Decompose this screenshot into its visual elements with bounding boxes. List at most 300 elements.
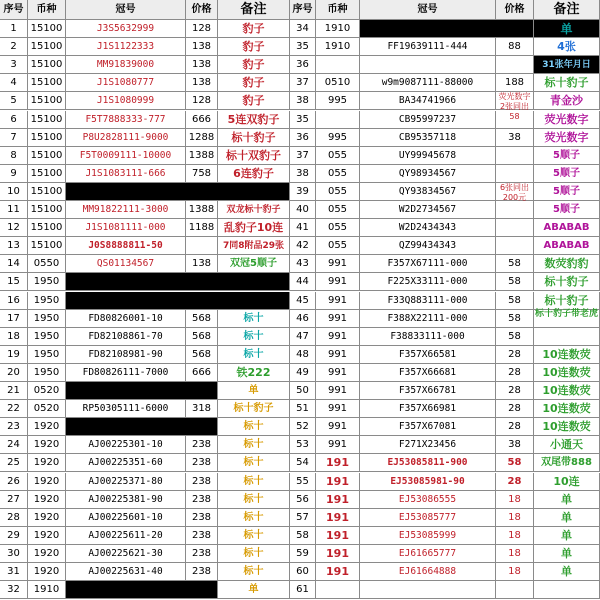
row-serial-right: w9m9087111-88000 [360,74,496,92]
row-price-right: 58 [496,328,534,346]
row-serial: J1S1083111-666 [66,165,186,183]
row-serial-right: F357X66781 [360,382,496,400]
row-note-right: 小通天 [534,436,600,454]
row-price: 238 [186,509,218,527]
row-price-right: 18 [496,509,534,527]
row-serial-right: QZ99434343 [360,237,496,255]
row-note-right: 单 [534,545,600,563]
row-currency-right: 191 [316,454,360,472]
row-price-right [496,165,534,183]
row-serial: FD80826111-7000 [66,364,186,382]
blackout-cell [66,418,218,436]
row-seq: 23 [0,418,28,436]
row-note-right: 10连数荧 [534,418,600,436]
row-seq: 1 [0,20,28,38]
row-note-right [534,328,600,346]
row-note: 双龙标十豹子 [218,201,290,219]
row-price-right: 28 [496,382,534,400]
row-note-right: 单 [534,527,600,545]
row-currency: 1950 [28,273,66,291]
header-currency: 币种 [28,0,66,20]
row-seq-right: 54 [290,454,316,472]
row-seq-right: 52 [290,418,316,436]
row-price-right [496,237,534,255]
row-price: 1388 [186,147,218,165]
row-seq-right: 53 [290,436,316,454]
header-seq: 序号 [0,0,28,20]
row-seq: 24 [0,436,28,454]
row-note-right: ABABAB [534,237,600,255]
row-price-right: 88 [496,38,534,56]
row-price: 138 [186,38,218,56]
row-serial-right: EJ53085999 [360,527,496,545]
row-seq: 11 [0,201,28,219]
row-seq: 17 [0,310,28,328]
row-price: 238 [186,527,218,545]
row-seq-right: 43 [290,255,316,273]
row-seq-right: 56 [290,491,316,509]
header-serial-right: 冠号 [360,0,496,20]
row-note-right: 5顺子 [534,165,600,183]
row-seq-right: 47 [290,328,316,346]
row-price: 138 [186,56,218,74]
row-serial-right: BA34741966 [360,92,496,110]
row-seq: 26 [0,473,28,491]
row-note: 豹子 [218,56,290,74]
row-seq-right: 38 [290,165,316,183]
row-note: 豹子 [218,74,290,92]
row-currency: 1920 [28,563,66,581]
row-seq: 3 [0,56,28,74]
row-price: 1388 [186,201,218,219]
row-serial-right: W2D2434343 [360,219,496,237]
row-note: 标十豹子 [218,129,290,147]
row-note: 标十 [218,436,290,454]
row-price-right: 58 [496,454,534,472]
row-serial: J3S5632999 [66,20,186,38]
row-note: 豹子 [218,38,290,56]
row-serial-right: QY93834567 [360,183,496,201]
row-serial: RP50305111-6000 [66,400,186,418]
row-seq: 12 [0,219,28,237]
row-note: 单 [218,581,290,599]
row-seq-right: 55 [290,473,316,491]
row-currency-right: 991 [316,418,360,436]
row-currency-right: 191 [316,563,360,581]
row-seq: 28 [0,509,28,527]
row-price: 138 [186,255,218,273]
row-serial-right: F225X33111-000 [360,273,496,291]
row-price: 318 [186,400,218,418]
row-price: 238 [186,473,218,491]
row-serial-right: F33Q883111-000 [360,292,496,310]
row-seq-right: 36 [290,56,316,74]
row-note: 7同8附品29张 [218,237,290,255]
row-note-right: 5顺子 [534,183,600,201]
row-seq: 20 [0,364,28,382]
row-seq-right: 38 [290,92,316,110]
row-serial: J1S1122333 [66,38,186,56]
row-seq: 10 [0,183,28,201]
blackout-cell-right [360,20,534,38]
row-price-right [496,201,534,219]
row-currency-right: 991 [316,273,360,291]
row-note-right: 单 [534,491,600,509]
row-seq: 7 [0,129,28,147]
row-note: 标十 [218,491,290,509]
row-seq: 22 [0,400,28,418]
row-seq-right: 45 [290,292,316,310]
row-serial: AJ00225371-80 [66,473,186,491]
row-seq-right: 57 [290,509,316,527]
row-serial: P8U2828111-9000 [66,129,186,147]
row-currency-right: 055 [316,219,360,237]
row-note: 6连豹子 [218,165,290,183]
row-note: 标十 [218,328,290,346]
row-price: 238 [186,545,218,563]
row-note: 标十 [218,473,290,491]
row-price-right: 18 [496,527,534,545]
row-serial-right: EJ53085777 [360,509,496,527]
row-seq: 18 [0,328,28,346]
row-currency: 0550 [28,255,66,273]
row-serial: MM91822111-3000 [66,201,186,219]
row-seq-right: 37 [290,147,316,165]
row-currency: 15100 [28,74,66,92]
row-currency-right: 995 [316,92,360,110]
row-currency-right: 991 [316,292,360,310]
row-seq: 32 [0,581,28,599]
row-serial: AJ00225601-10 [66,509,186,527]
row-note-right: 标十豹子 [534,292,600,310]
row-price: 568 [186,328,218,346]
row-price-right: 28 [496,418,534,436]
row-serial-right: F38833111-000 [360,328,496,346]
row-serial: AJ00225301-10 [66,436,186,454]
row-currency: 1910 [28,581,66,599]
row-price-right: 28 [496,473,534,491]
row-price: 568 [186,346,218,364]
row-note-right: 5顺子 [534,201,600,219]
row-note-right [534,581,600,599]
row-serial: F5T0009111-10000 [66,147,186,165]
row-seq-right: 49 [290,364,316,382]
row-currency-right [316,111,360,129]
row-note-right: 青金沙 [534,92,600,110]
row-seq: 5 [0,92,28,110]
row-price-right: 58 [496,255,534,273]
row-note-right: 标十豹子 [534,74,600,92]
row-price-right: 38 [496,129,534,147]
row-currency: 1950 [28,328,66,346]
row-serial: AJ00225351-60 [66,454,186,472]
row-currency: 15100 [28,111,66,129]
row-seq: 2 [0,38,28,56]
row-serial-right: EJ53085981-90 [360,473,496,491]
row-currency-right: 991 [316,328,360,346]
row-seq-right: 35 [290,38,316,56]
row-note-right: 标十豹子带老虎 [534,310,600,328]
row-price: 1188 [186,219,218,237]
row-note-right: 10连数荧 [534,346,600,364]
row-seq-right: 61 [290,581,316,599]
row-price: 666 [186,364,218,382]
row-note-right: 10连数荧 [534,400,600,418]
row-price-right [496,56,534,74]
row-seq-right: 58 [290,527,316,545]
row-price: 666 [186,111,218,129]
row-currency: 15100 [28,183,66,201]
row-serial: FD82108861-70 [66,328,186,346]
row-serial-right: UY99945678 [360,147,496,165]
row-note: 铁222 [218,364,290,382]
row-seq-right: 46 [290,310,316,328]
row-seq-right: 34 [290,20,316,38]
row-serial: QS01134567 [66,255,186,273]
row-currency: 15100 [28,219,66,237]
row-currency: 1920 [28,527,66,545]
row-currency-right: 0510 [316,74,360,92]
row-seq: 27 [0,491,28,509]
row-seq: 16 [0,292,28,310]
row-price: 1288 [186,129,218,147]
row-note-right: 5顺子 [534,147,600,165]
row-note-right: 数荧豹豹 [534,255,600,273]
row-price-right [496,219,534,237]
row-note-right: 荧光数字 [534,111,600,129]
row-currency-right: 1910 [316,38,360,56]
row-currency: 1920 [28,473,66,491]
row-currency-right: 991 [316,400,360,418]
row-serial-right: CB95997237 [360,111,496,129]
row-price: 758 [186,165,218,183]
row-price-right [496,581,534,599]
row-serial: FD82108981-90 [66,346,186,364]
row-serial: MM91839000 [66,56,186,74]
row-note: 豹子 [218,20,290,38]
row-serial-right: EJ61665777 [360,545,496,563]
row-price-right: 28 [496,400,534,418]
row-seq-right: 44 [290,273,316,291]
row-currency-right: 991 [316,436,360,454]
row-serial-right: CB95357118 [360,129,496,147]
row-seq: 9 [0,165,28,183]
row-seq: 31 [0,563,28,581]
row-seq: 30 [0,545,28,563]
row-note-right: ABABAB [534,219,600,237]
row-note: 标十双豹子 [218,147,290,165]
row-price: 238 [186,454,218,472]
row-seq: 15 [0,273,28,291]
row-note-right: 10连 [534,473,600,491]
row-currency-right: 055 [316,237,360,255]
row-serial: AJ00225631-40 [66,563,186,581]
row-note: 标十 [218,545,290,563]
row-currency-right: 991 [316,346,360,364]
row-note: 标十 [218,563,290,581]
row-currency: 15100 [28,38,66,56]
row-serial: AJ00225621-30 [66,545,186,563]
row-price-right [496,147,534,165]
row-price-right: 18 [496,545,534,563]
row-note: 标十 [218,310,290,328]
row-serial-right: EJ53086555 [360,491,496,509]
row-serial-right: F271X23456 [360,436,496,454]
row-note: 标十 [218,527,290,545]
row-note-right: 单 [534,563,600,581]
row-seq-right: 40 [290,201,316,219]
row-currency-right: 055 [316,165,360,183]
row-serial: F5T7888333-777 [66,111,186,129]
row-note-right: 单 [534,509,600,527]
row-price: 238 [186,563,218,581]
row-serial-right: F357X66581 [360,346,496,364]
row-serial: J1S1081111-000 [66,219,186,237]
row-serial-right: F357X67111-000 [360,255,496,273]
row-serial: FD80826001-10 [66,310,186,328]
row-currency: 1950 [28,364,66,382]
row-currency: 1920 [28,509,66,527]
row-currency-right: 055 [316,201,360,219]
row-seq: 13 [0,237,28,255]
row-seq: 19 [0,346,28,364]
row-currency: 15100 [28,237,66,255]
row-currency-right: 1910 [316,20,360,38]
header-price: 价格 [186,0,218,20]
row-currency: 1920 [28,436,66,454]
row-price-right: 28 [496,364,534,382]
row-serial-right: W2D2734567 [360,201,496,219]
row-currency-right: 191 [316,527,360,545]
row-price-right: 38 [496,436,534,454]
row-note-right: 荧光数字 [534,129,600,147]
row-price: 568 [186,310,218,328]
row-serial: AJ00225611-20 [66,527,186,545]
row-seq: 21 [0,382,28,400]
row-note-right: 双尾带888 [534,454,600,472]
header-serial: 冠号 [66,0,186,20]
blackout-cell [66,581,218,599]
row-note: 标十 [218,509,290,527]
row-price: 138 [186,74,218,92]
row-note: 双冠5顺子 [218,255,290,273]
row-currency-right: 055 [316,147,360,165]
row-seq-right: 37 [290,74,316,92]
row-currency-right: 991 [316,255,360,273]
row-note-right: 31张年月日 [534,56,600,74]
row-seq-right: 51 [290,400,316,418]
row-price-right: 18 [496,563,534,581]
row-currency-right [316,56,360,74]
row-seq-right: 36 [290,129,316,147]
row-price-right [496,111,534,129]
row-currency: 15100 [28,201,66,219]
row-currency: 15100 [28,56,66,74]
row-currency-right: 991 [316,382,360,400]
row-note: 乱豹子10连 [218,219,290,237]
row-seq-right: 60 [290,563,316,581]
header-note: 备注 [218,0,290,20]
row-currency: 0520 [28,400,66,418]
row-note-right: 10连数荧 [534,364,600,382]
row-seq-right: 39 [290,183,316,201]
header-note-right: 备注 [534,0,600,20]
row-seq: 6 [0,111,28,129]
row-currency: 1950 [28,292,66,310]
row-currency: 15100 [28,129,66,147]
row-serial: J0S8888811-50 [66,237,186,255]
row-seq: 14 [0,255,28,273]
row-serial-right: QY98934567 [360,165,496,183]
row-serial-right: FF19639111-444 [360,38,496,56]
row-price-right: 6张同出200元 [496,183,534,201]
row-seq: 8 [0,147,28,165]
row-currency-right: 191 [316,491,360,509]
row-currency-right: 995 [316,129,360,147]
row-price-right: 58 [496,310,534,328]
row-note: 5连双豹子 [218,111,290,129]
row-price: 128 [186,20,218,38]
row-serial-right: EJ61664888 [360,563,496,581]
row-seq-right: 48 [290,346,316,364]
blackout-cell [66,382,218,400]
row-price-right: 荧光数字2张同出58 [496,92,534,110]
row-price-right: 28 [496,346,534,364]
row-seq: 4 [0,74,28,92]
row-seq-right: 59 [290,545,316,563]
row-note: 标十豹子 [218,400,290,418]
row-currency: 15100 [28,147,66,165]
row-note: 标十 [218,418,290,436]
row-note: 单 [218,382,290,400]
row-serial-right: F357X66681 [360,364,496,382]
row-seq-right: 50 [290,382,316,400]
row-currency: 15100 [28,20,66,38]
row-serial: J1S1080777 [66,74,186,92]
row-currency: 1950 [28,346,66,364]
row-currency: 1920 [28,418,66,436]
row-serial-right: F388X22111-000 [360,310,496,328]
row-currency: 15100 [28,165,66,183]
row-currency: 15100 [28,92,66,110]
row-seq: 25 [0,454,28,472]
row-serial-right [360,581,496,599]
row-seq-right: 42 [290,237,316,255]
row-serial-right: EJ53085811-900 [360,454,496,472]
row-currency-right: 191 [316,509,360,527]
row-price: 238 [186,491,218,509]
row-currency: 0520 [28,382,66,400]
row-note-right: 标十豹子 [534,273,600,291]
row-currency: 1950 [28,310,66,328]
row-currency-right: 991 [316,310,360,328]
row-note-right: 4张 [534,38,600,56]
row-serial-right [360,56,496,74]
header-currency-right: 币种 [316,0,360,20]
row-price: 238 [186,436,218,454]
row-price-right: 58 [496,292,534,310]
row-price-right: 58 [496,273,534,291]
row-note: 标十 [218,454,290,472]
row-currency-right [316,581,360,599]
blackout-cell [66,292,290,310]
row-note: 标十 [218,346,290,364]
row-serial: J1S1080999 [66,92,186,110]
row-seq-right: 35 [290,111,316,129]
row-serial: AJ00225381-90 [66,491,186,509]
row-currency-right: 191 [316,473,360,491]
row-currency: 1920 [28,454,66,472]
